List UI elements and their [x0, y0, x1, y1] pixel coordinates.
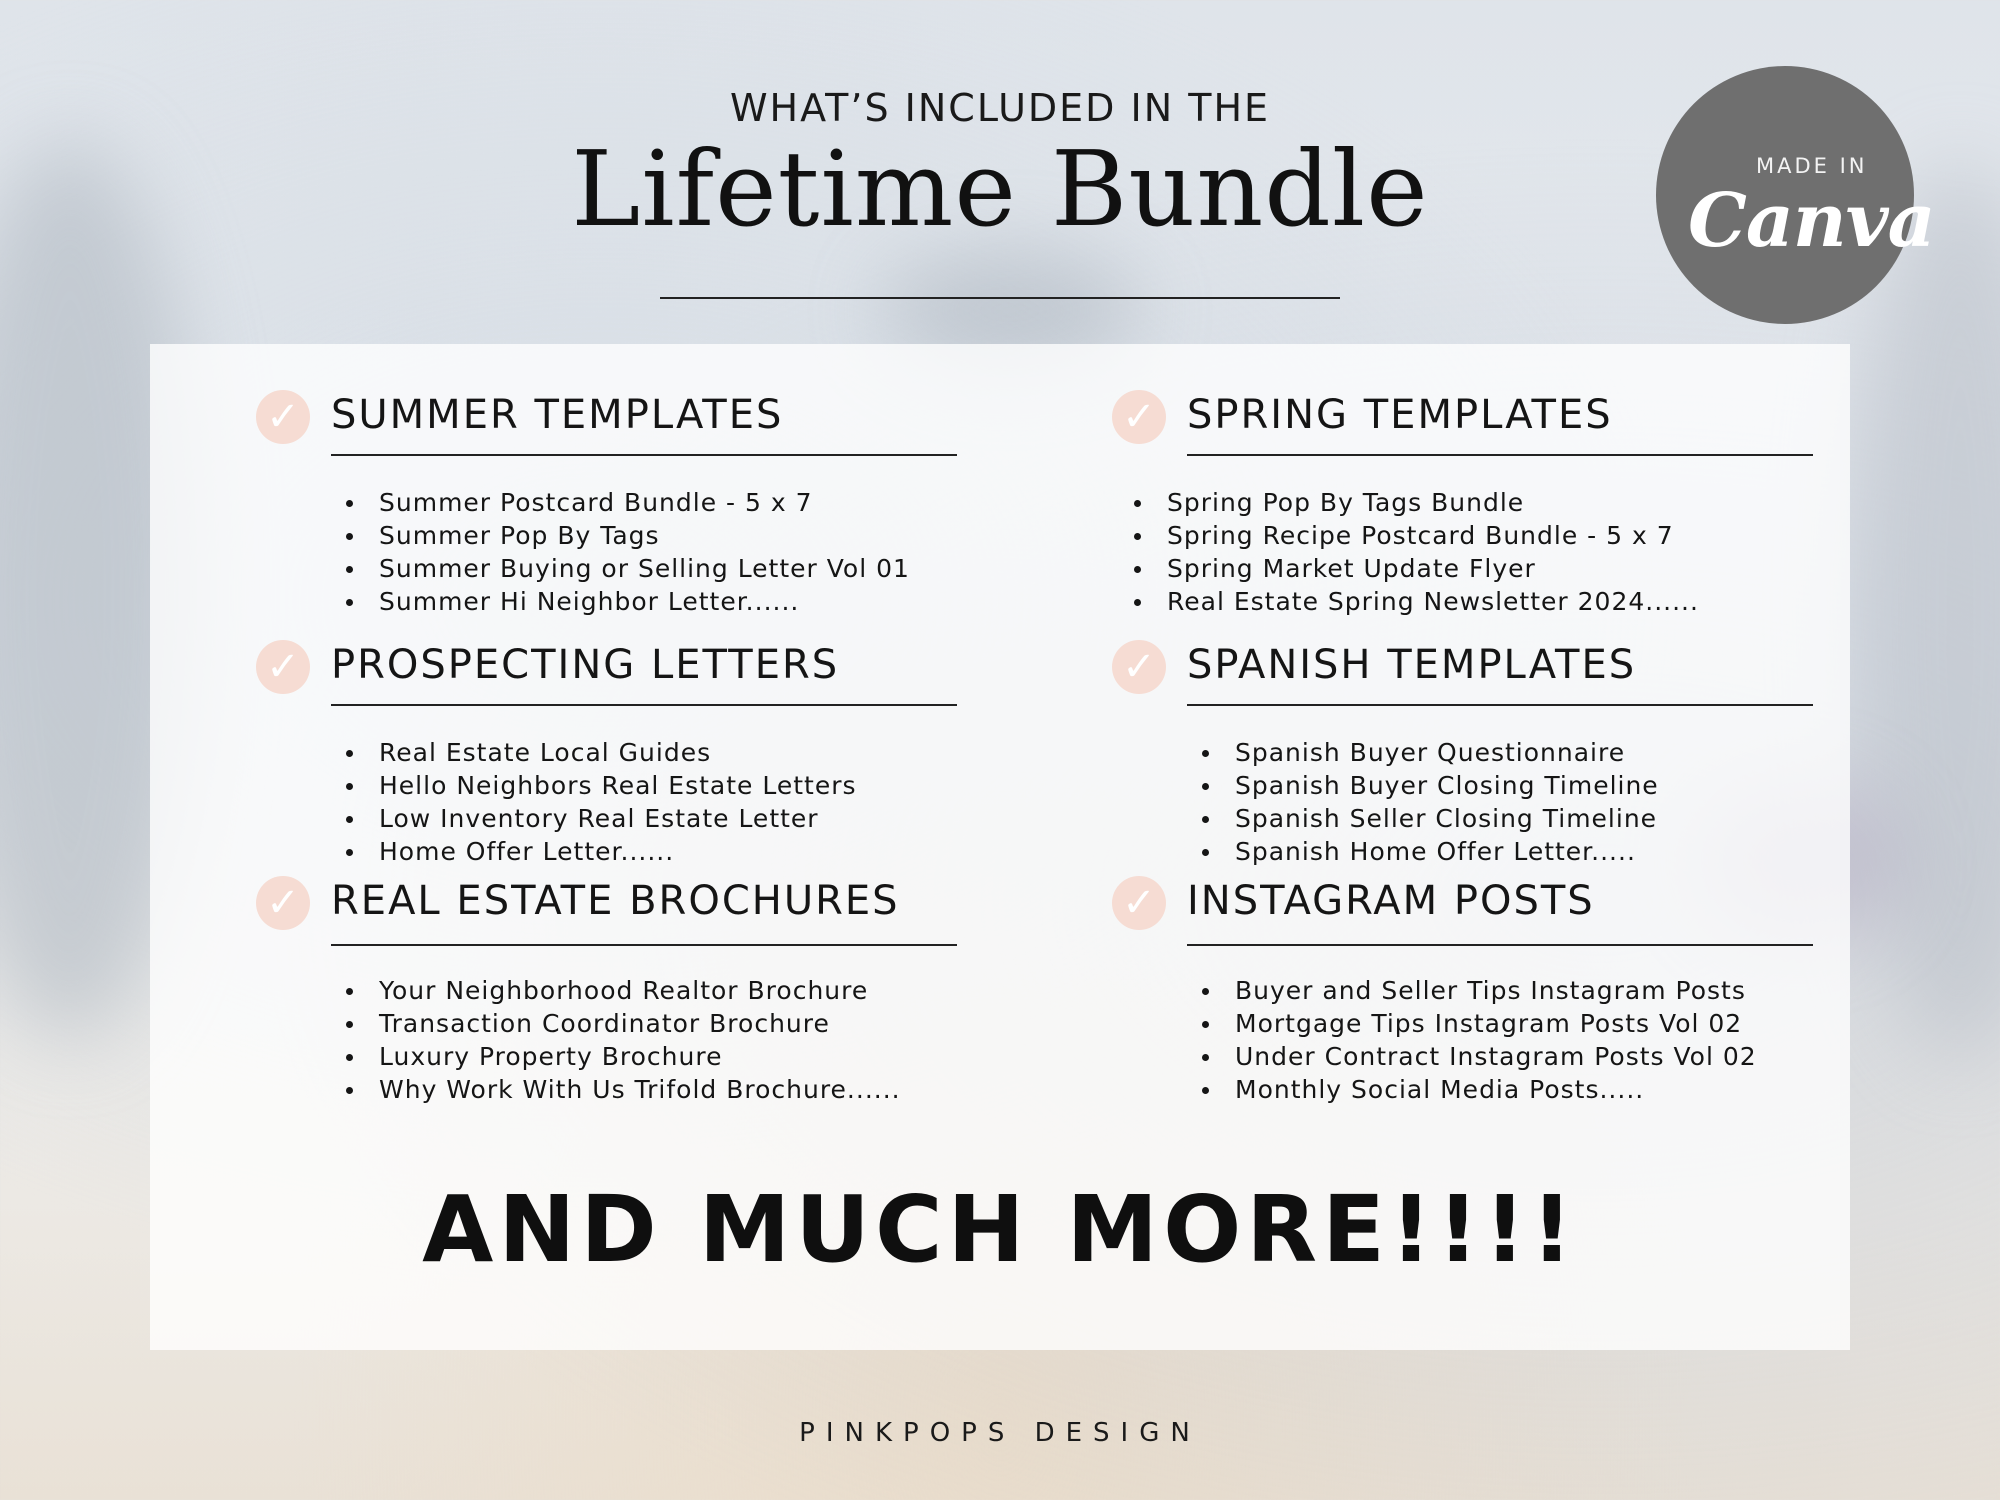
list-item: Luxury Property Brochure — [346, 1040, 901, 1073]
check-icon: ✓ — [256, 390, 310, 444]
section-list — [1134, 486, 1699, 618]
list-item: Under Contract Instagram Posts Vol 02 — [1202, 1040, 1757, 1073]
section-list — [346, 974, 901, 1106]
list-item: Low Inventory Real Estate Letter — [346, 802, 857, 835]
page-title: Lifetime Bundle — [571, 128, 1429, 250]
title-divider — [660, 297, 1340, 299]
section-divider — [1187, 454, 1813, 456]
section-title: SPRING TEMPLATES — [1187, 392, 1613, 438]
list-item: Spring Pop By Tags Bundle — [1134, 486, 1699, 519]
section-title: REAL ESTATE BROCHURES — [331, 878, 900, 924]
canva-logo-text: Canva — [1688, 178, 1935, 264]
list-item: Spring Market Update Flyer — [1134, 552, 1699, 585]
header-subtitle: WHAT’S INCLUDED IN THE — [729, 86, 1271, 130]
list-item: Spanish Buyer Questionnaire — [1202, 736, 1659, 769]
list-item: Summer Buying or Selling Letter Vol 01 — [346, 552, 910, 585]
and-much-more-text: AND MUCH MORE!!!! — [422, 1176, 1578, 1283]
check-icon: ✓ — [256, 876, 310, 930]
section-list — [1202, 974, 1757, 1106]
list-item: Summer Postcard Bundle - 5 x 7 — [346, 486, 910, 519]
list-item: Mortgage Tips Instagram Posts Vol 02 — [1202, 1007, 1757, 1040]
list-item: Hello Neighbors Real Estate Letters — [346, 769, 857, 802]
list-item: Transaction Coordinator Brochure — [346, 1007, 901, 1040]
background-blur — [1850, 160, 2000, 1060]
list-item: Spanish Buyer Closing Timeline — [1202, 769, 1659, 802]
list-item: Spanish Home Offer Letter..... — [1202, 835, 1659, 868]
check-icon: ✓ — [256, 640, 310, 694]
section-title: INSTAGRAM POSTS — [1187, 878, 1595, 924]
list-item: Real Estate Spring Newsletter 2024...... — [1134, 585, 1699, 618]
list-item: Home Offer Letter...... — [346, 835, 857, 868]
section-divider — [1187, 944, 1813, 946]
list-item: Monthly Social Media Posts..... — [1202, 1073, 1757, 1106]
check-icon: ✓ — [1112, 640, 1166, 694]
list-item: Summer Hi Neighbor Letter...... — [346, 585, 910, 618]
list-item: Real Estate Local Guides — [346, 736, 857, 769]
list-item: Your Neighborhood Realtor Brochure — [346, 974, 901, 1007]
section-divider — [331, 704, 957, 706]
section-divider — [331, 944, 957, 946]
check-icon: ✓ — [1112, 876, 1166, 930]
section-divider — [1187, 704, 1813, 706]
section-list — [1202, 736, 1659, 868]
section-divider — [331, 454, 957, 456]
list-item: Buyer and Seller Tips Instagram Posts — [1202, 974, 1757, 1007]
list-item: Spanish Seller Closing Timeline — [1202, 802, 1659, 835]
section-title: SPANISH TEMPLATES — [1187, 642, 1637, 688]
section-title: PROSPECTING LETTERS — [331, 642, 840, 688]
section-list — [346, 486, 910, 618]
list-item: Summer Pop By Tags — [346, 519, 910, 552]
section-list — [346, 736, 857, 868]
badge-small-text: MADE IN — [1756, 154, 1868, 178]
check-icon: ✓ — [1112, 390, 1166, 444]
list-item: Spring Recipe Postcard Bundle - 5 x 7 — [1134, 519, 1699, 552]
made-in-canva-badge — [1656, 66, 1935, 324]
brand-footer: PINKPOPS DESIGN — [799, 1418, 1201, 1448]
list-item: Why Work With Us Trifold Brochure...... — [346, 1073, 901, 1106]
section-title: SUMMER TEMPLATES — [331, 392, 784, 438]
